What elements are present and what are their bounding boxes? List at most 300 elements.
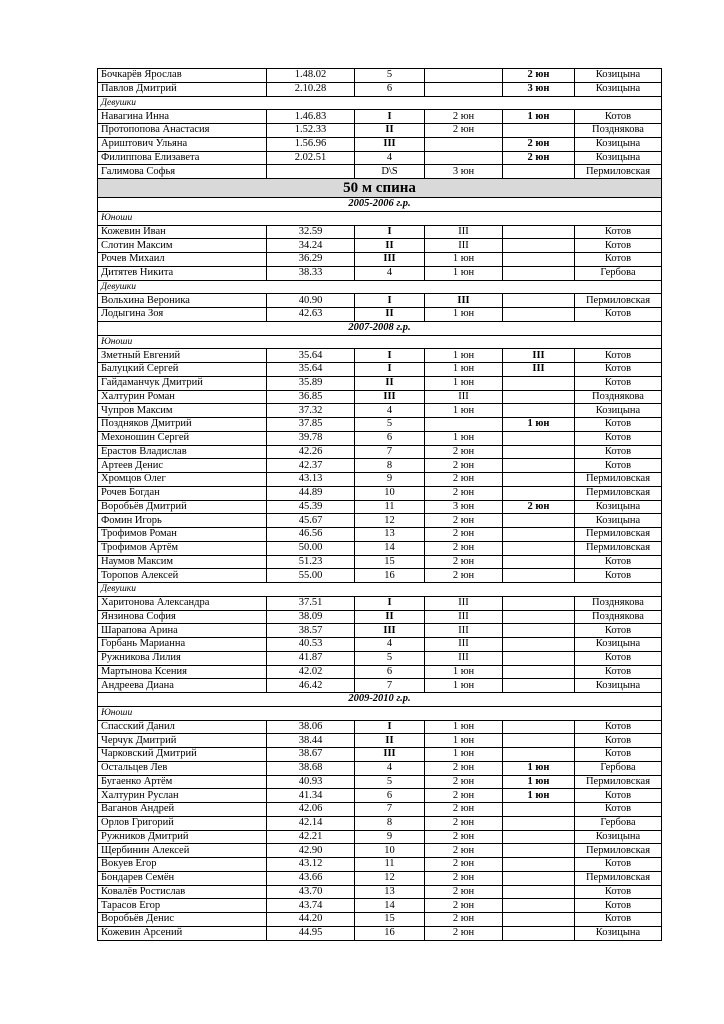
athlete-name: Ружников Дмитрий <box>98 830 267 844</box>
place-cell: 6 <box>355 82 425 96</box>
athlete-name: Ружникова Лилия <box>98 651 267 665</box>
result-time: 2.10.28 <box>267 82 355 96</box>
athlete-row <box>98 110 662 124</box>
rank-cell: 2 юн <box>425 555 503 569</box>
athlete-name: Наумов Максим <box>98 555 267 569</box>
new-rank-cell <box>503 431 575 445</box>
result-time: 34.24 <box>267 239 355 253</box>
new-rank-cell: 1 юн <box>503 761 575 775</box>
new-rank-cell <box>503 253 575 267</box>
result-time: 38.09 <box>267 610 355 624</box>
athlete-row <box>98 885 662 899</box>
coach-name: Котов <box>575 239 662 253</box>
result-time: 44.20 <box>267 913 355 927</box>
result-time: 35.64 <box>267 349 355 363</box>
athlete-row <box>98 569 662 583</box>
place-cell: 15 <box>355 913 425 927</box>
rank-cell: 1 юн <box>425 253 503 267</box>
place-cell: 5 <box>355 651 425 665</box>
athlete-name: Рочев Михаил <box>98 253 267 267</box>
rank-cell: 2 юн <box>425 124 503 138</box>
group-label-row <box>98 583 662 597</box>
group-label: Юноши <box>98 211 662 225</box>
athlete-row <box>98 151 662 165</box>
rank-cell: 3 юн <box>425 165 503 179</box>
new-rank-cell: 2 юн <box>503 151 575 165</box>
athlete-row <box>98 926 662 940</box>
age-group-heading: 2005-2006 г.р. <box>98 198 662 212</box>
rank-cell: III <box>425 239 503 253</box>
coach-name: Гербова <box>575 761 662 775</box>
rank-cell: III <box>425 624 503 638</box>
athlete-name: Трофимов Роман <box>98 528 267 542</box>
result-time: 38.33 <box>267 266 355 280</box>
athlete-name: Янзинова София <box>98 610 267 624</box>
new-rank-cell <box>503 445 575 459</box>
coach-name: Котов <box>575 555 662 569</box>
new-rank-cell <box>503 679 575 693</box>
coach-name: Пермиловская <box>575 871 662 885</box>
new-rank-cell <box>503 638 575 652</box>
coach-name: Котов <box>575 858 662 872</box>
new-rank-cell <box>503 913 575 927</box>
athlete-name: Павлов Дмитрий <box>98 82 267 96</box>
coach-name: Пермиловская <box>575 473 662 487</box>
athlete-name: Трофимов Артём <box>98 541 267 555</box>
coach-name: Котов <box>575 431 662 445</box>
athlete-name: Гайдаманчук Дмитрий <box>98 376 267 390</box>
athlete-row <box>98 803 662 817</box>
group-label: Юноши <box>98 706 662 720</box>
result-time: 42.21 <box>267 830 355 844</box>
age-group-heading-row <box>98 198 662 212</box>
athlete-row <box>98 418 662 432</box>
new-rank-cell: III <box>503 349 575 363</box>
result-time: 36.29 <box>267 253 355 267</box>
results-table <box>97 68 662 941</box>
athlete-name: Кожевин Арсений <box>98 926 267 940</box>
age-group-heading-row <box>98 321 662 335</box>
result-time: 1.52.33 <box>267 124 355 138</box>
new-rank-cell: 1 юн <box>503 418 575 432</box>
athlete-name: Слотин Максим <box>98 239 267 253</box>
place-cell: 5 <box>355 775 425 789</box>
new-rank-cell <box>503 294 575 308</box>
athlete-name: Харитонова Александра <box>98 596 267 610</box>
athlete-row <box>98 137 662 151</box>
place-cell: II <box>355 734 425 748</box>
new-rank-cell <box>503 624 575 638</box>
coach-name: Позднякова <box>575 124 662 138</box>
result-time: 51.23 <box>267 555 355 569</box>
result-time: 37.32 <box>267 404 355 418</box>
athlete-row <box>98 349 662 363</box>
new-rank-cell <box>503 486 575 500</box>
place-cell: 8 <box>355 459 425 473</box>
athlete-row <box>98 390 662 404</box>
new-rank-cell <box>503 528 575 542</box>
coach-name: Козицына <box>575 679 662 693</box>
result-time: 1.48.02 <box>267 69 355 83</box>
place-cell: 4 <box>355 638 425 652</box>
rank-cell: 2 юн <box>425 844 503 858</box>
rank-cell: 2 юн <box>425 486 503 500</box>
athlete-name: Спасский Данил <box>98 720 267 734</box>
place-cell: I <box>355 720 425 734</box>
athlete-row <box>98 69 662 83</box>
result-time: 38.06 <box>267 720 355 734</box>
group-label-row <box>98 706 662 720</box>
coach-name: Котов <box>575 376 662 390</box>
place-cell: 9 <box>355 473 425 487</box>
group-label: Девушки <box>98 583 662 597</box>
athlete-row <box>98 294 662 308</box>
place-cell: II <box>355 308 425 322</box>
new-rank-cell: 1 юн <box>503 110 575 124</box>
coach-name: Козицына <box>575 404 662 418</box>
coach-name: Котов <box>575 363 662 377</box>
result-time <box>267 165 355 179</box>
athlete-row <box>98 775 662 789</box>
athlete-name: Горбань Марианна <box>98 638 267 652</box>
place-cell: 9 <box>355 830 425 844</box>
result-time: 44.89 <box>267 486 355 500</box>
rank-cell <box>425 82 503 96</box>
place-cell: 12 <box>355 514 425 528</box>
result-time: 42.14 <box>267 816 355 830</box>
coach-name: Козицына <box>575 137 662 151</box>
age-group-heading: 2007-2008 г.р. <box>98 321 662 335</box>
athlete-row <box>98 528 662 542</box>
new-rank-cell <box>503 734 575 748</box>
result-time: 37.51 <box>267 596 355 610</box>
new-rank-cell <box>503 404 575 418</box>
rank-cell: 1 юн <box>425 266 503 280</box>
athlete-name: Орлов Григорий <box>98 816 267 830</box>
coach-name: Козицына <box>575 926 662 940</box>
place-cell: 12 <box>355 871 425 885</box>
result-time: 1.46.83 <box>267 110 355 124</box>
place-cell: D\S <box>355 165 425 179</box>
place-cell: 11 <box>355 500 425 514</box>
athlete-row <box>98 266 662 280</box>
result-time: 44.95 <box>267 926 355 940</box>
new-rank-cell <box>503 899 575 913</box>
place-cell: 15 <box>355 555 425 569</box>
athlete-name: Остальцев Лев <box>98 761 267 775</box>
new-rank-cell <box>503 651 575 665</box>
result-time: 46.42 <box>267 679 355 693</box>
result-time: 35.89 <box>267 376 355 390</box>
results-body <box>98 69 662 941</box>
new-rank-cell <box>503 720 575 734</box>
rank-cell: 2 юн <box>425 803 503 817</box>
result-time: 41.87 <box>267 651 355 665</box>
athlete-row <box>98 165 662 179</box>
new-rank-cell <box>503 885 575 899</box>
athlete-name: Балуцкий Сергей <box>98 363 267 377</box>
result-time: 43.66 <box>267 871 355 885</box>
rank-cell <box>425 137 503 151</box>
new-rank-cell: 3 юн <box>503 82 575 96</box>
place-cell: I <box>355 349 425 363</box>
result-time: 35.64 <box>267 363 355 377</box>
coach-name: Котов <box>575 720 662 734</box>
athlete-name: Зметный Евгений <box>98 349 267 363</box>
rank-cell: 2 юн <box>425 789 503 803</box>
coach-name: Позднякова <box>575 596 662 610</box>
athlete-row <box>98 761 662 775</box>
result-time: 40.53 <box>267 638 355 652</box>
rank-cell: 1 юн <box>425 431 503 445</box>
coach-name: Котов <box>575 225 662 239</box>
coach-name: Котов <box>575 308 662 322</box>
coach-name: Котов <box>575 418 662 432</box>
place-cell: I <box>355 294 425 308</box>
coach-name: Пермиловская <box>575 165 662 179</box>
athlete-row <box>98 253 662 267</box>
place-cell: 7 <box>355 803 425 817</box>
place-cell: I <box>355 225 425 239</box>
athlete-name: Галимова Софья <box>98 165 267 179</box>
group-label-row <box>98 280 662 294</box>
event-heading-row <box>98 179 662 198</box>
athlete-row <box>98 596 662 610</box>
new-rank-cell <box>503 459 575 473</box>
athlete-name: Торопов Алексей <box>98 569 267 583</box>
new-rank-cell <box>503 555 575 569</box>
new-rank-cell <box>503 541 575 555</box>
coach-name: Позднякова <box>575 390 662 404</box>
athlete-name: Воробьёв Дмитрий <box>98 500 267 514</box>
new-rank-cell <box>503 844 575 858</box>
place-cell: 6 <box>355 665 425 679</box>
place-cell: 16 <box>355 926 425 940</box>
place-cell: 10 <box>355 486 425 500</box>
rank-cell: 2 юн <box>425 816 503 830</box>
place-cell: II <box>355 124 425 138</box>
group-label-row <box>98 96 662 110</box>
rank-cell: III <box>425 390 503 404</box>
result-time: 37.85 <box>267 418 355 432</box>
result-time: 42.02 <box>267 665 355 679</box>
rank-cell: 2 юн <box>425 459 503 473</box>
rank-cell: 2 юн <box>425 899 503 913</box>
athlete-row <box>98 720 662 734</box>
place-cell: 11 <box>355 858 425 872</box>
new-rank-cell <box>503 376 575 390</box>
new-rank-cell <box>503 569 575 583</box>
coach-name: Котов <box>575 651 662 665</box>
athlete-row <box>98 899 662 913</box>
place-cell: III <box>355 137 425 151</box>
place-cell: 5 <box>355 69 425 83</box>
rank-cell: 2 юн <box>425 926 503 940</box>
coach-name: Котов <box>575 624 662 638</box>
athlete-row <box>98 665 662 679</box>
athlete-name: Кожевин Иван <box>98 225 267 239</box>
rank-cell: 1 юн <box>425 363 503 377</box>
place-cell: II <box>355 239 425 253</box>
group-label-row <box>98 211 662 225</box>
athlete-name: Ариштович Ульяна <box>98 137 267 151</box>
athlete-name: Артеев Денис <box>98 459 267 473</box>
rank-cell: 2 юн <box>425 110 503 124</box>
rank-cell: III <box>425 651 503 665</box>
rank-cell <box>425 151 503 165</box>
place-cell: 4 <box>355 761 425 775</box>
athlete-name: Ваганов Андрей <box>98 803 267 817</box>
result-time: 40.90 <box>267 294 355 308</box>
place-cell: 4 <box>355 266 425 280</box>
athlete-row <box>98 486 662 500</box>
place-cell: III <box>355 390 425 404</box>
place-cell: I <box>355 110 425 124</box>
place-cell: 10 <box>355 844 425 858</box>
result-time: 39.78 <box>267 431 355 445</box>
athlete-row <box>98 679 662 693</box>
result-time: 42.90 <box>267 844 355 858</box>
rank-cell: 2 юн <box>425 761 503 775</box>
athlete-name: Дитятев Никита <box>98 266 267 280</box>
place-cell: III <box>355 253 425 267</box>
result-time: 32.59 <box>267 225 355 239</box>
new-rank-cell: 2 юн <box>503 137 575 151</box>
result-time: 42.06 <box>267 803 355 817</box>
new-rank-cell: 1 юн <box>503 775 575 789</box>
result-time: 38.44 <box>267 734 355 748</box>
rank-cell: 2 юн <box>425 913 503 927</box>
group-label-row <box>98 335 662 349</box>
result-time: 45.67 <box>267 514 355 528</box>
coach-name: Котов <box>575 748 662 762</box>
coach-name: Козицына <box>575 514 662 528</box>
athlete-row <box>98 624 662 638</box>
new-rank-cell: III <box>503 363 575 377</box>
rank-cell: III <box>425 225 503 239</box>
result-time: 1.56.96 <box>267 137 355 151</box>
new-rank-cell <box>503 514 575 528</box>
coach-name: Котов <box>575 459 662 473</box>
athlete-name: Фомин Игорь <box>98 514 267 528</box>
coach-name: Пермиловская <box>575 844 662 858</box>
place-cell: II <box>355 610 425 624</box>
coach-name: Козицына <box>575 638 662 652</box>
athlete-row <box>98 913 662 927</box>
athlete-row <box>98 858 662 872</box>
athlete-name: Мартынова Ксения <box>98 665 267 679</box>
result-time: 41.34 <box>267 789 355 803</box>
rank-cell: III <box>425 610 503 624</box>
place-cell: 13 <box>355 528 425 542</box>
coach-name: Пермиловская <box>575 775 662 789</box>
athlete-row <box>98 844 662 858</box>
coach-name: Пермиловская <box>575 486 662 500</box>
coach-name: Козицына <box>575 500 662 514</box>
result-time: 43.13 <box>267 473 355 487</box>
place-cell: I <box>355 363 425 377</box>
group-label: Юноши <box>98 335 662 349</box>
athlete-row <box>98 555 662 569</box>
new-rank-cell <box>503 748 575 762</box>
rank-cell: 2 юн <box>425 775 503 789</box>
athlete-name: Хромцов Олег <box>98 473 267 487</box>
coach-name: Котов <box>575 349 662 363</box>
age-group-heading-row <box>98 693 662 707</box>
place-cell: I <box>355 596 425 610</box>
new-rank-cell: 2 юн <box>503 69 575 83</box>
result-time: 38.67 <box>267 748 355 762</box>
new-rank-cell <box>503 830 575 844</box>
athlete-row <box>98 651 662 665</box>
athlete-row <box>98 871 662 885</box>
new-rank-cell <box>503 596 575 610</box>
rank-cell: 2 юн <box>425 569 503 583</box>
place-cell: 13 <box>355 885 425 899</box>
result-time: 40.93 <box>267 775 355 789</box>
coach-name: Пермиловская <box>575 528 662 542</box>
athlete-row <box>98 541 662 555</box>
new-rank-cell <box>503 239 575 253</box>
result-time: 46.56 <box>267 528 355 542</box>
result-time: 2.02.51 <box>267 151 355 165</box>
athlete-row <box>98 363 662 377</box>
rank-cell: 1 юн <box>425 665 503 679</box>
athlete-name: Лодыгина Зоя <box>98 308 267 322</box>
coach-name: Котов <box>575 110 662 124</box>
athlete-name: Бочкарёв Ярослав <box>98 69 267 83</box>
athlete-name: Поздняков Дмитрий <box>98 418 267 432</box>
group-label: Девушки <box>98 280 662 294</box>
result-time: 42.26 <box>267 445 355 459</box>
athlete-row <box>98 431 662 445</box>
athlete-row <box>98 445 662 459</box>
athlete-name: Халтурин Руслан <box>98 789 267 803</box>
event-heading: 50 м спина <box>98 179 662 198</box>
coach-name: Котов <box>575 734 662 748</box>
place-cell: 16 <box>355 569 425 583</box>
rank-cell: 1 юн <box>425 734 503 748</box>
result-time: 50.00 <box>267 541 355 555</box>
result-time: 38.57 <box>267 624 355 638</box>
rank-cell: III <box>425 596 503 610</box>
coach-name: Котов <box>575 569 662 583</box>
coach-name: Гербова <box>575 266 662 280</box>
athlete-name: Шарапова Арина <box>98 624 267 638</box>
athlete-row <box>98 473 662 487</box>
athlete-row <box>98 830 662 844</box>
place-cell: 5 <box>355 418 425 432</box>
new-rank-cell: 2 юн <box>503 500 575 514</box>
athlete-row <box>98 816 662 830</box>
result-time: 36.85 <box>267 390 355 404</box>
athlete-row <box>98 500 662 514</box>
athlete-name: Черчук Дмитрий <box>98 734 267 748</box>
new-rank-cell <box>503 165 575 179</box>
coach-name: Котов <box>575 253 662 267</box>
rank-cell: 1 юн <box>425 748 503 762</box>
coach-name: Козицына <box>575 830 662 844</box>
new-rank-cell <box>503 308 575 322</box>
athlete-row <box>98 239 662 253</box>
coach-name: Котов <box>575 803 662 817</box>
new-rank-cell <box>503 858 575 872</box>
athlete-name: Чарковский Дмитрий <box>98 748 267 762</box>
new-rank-cell <box>503 816 575 830</box>
result-time: 42.63 <box>267 308 355 322</box>
place-cell: 6 <box>355 789 425 803</box>
athlete-name: Тарасов Егор <box>98 899 267 913</box>
